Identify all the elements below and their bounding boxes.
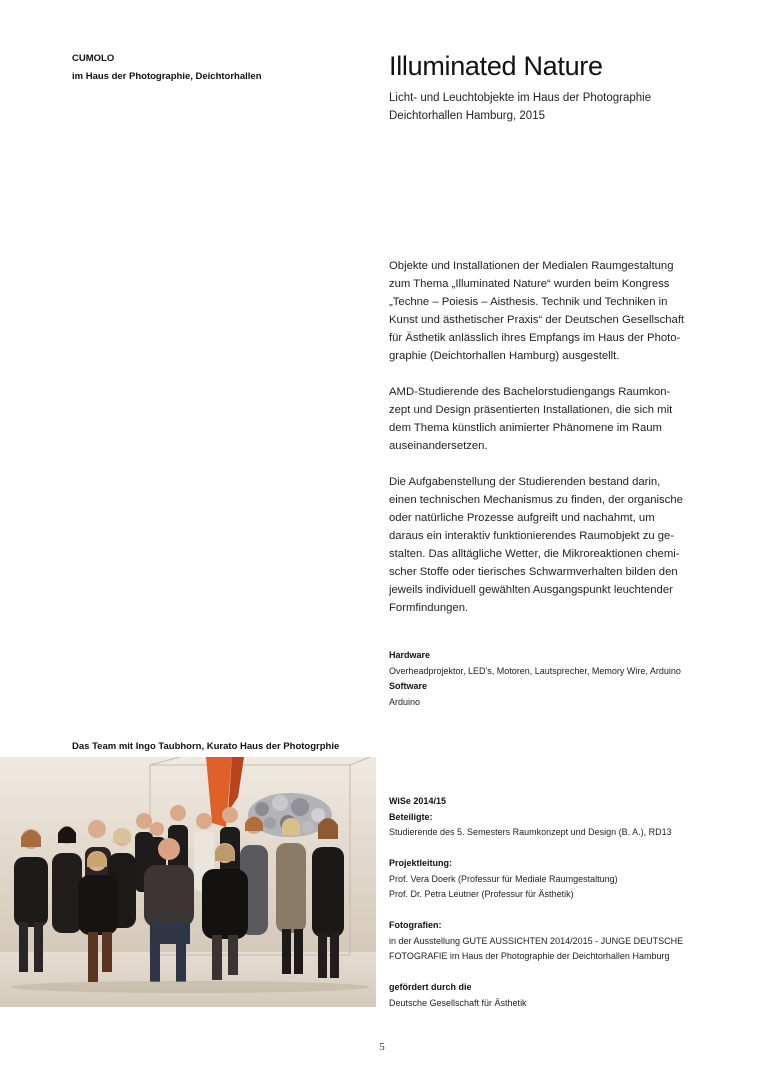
project-info [389, 794, 749, 1011]
text-line: Kunst und ästhetischer Praxis“ der Deutschen Gesellschaft [389, 314, 685, 326]
participants-value: Studierende des 5. Semesters Raumkonzept und Design (B. A.), RD13 [389, 827, 672, 837]
photos-label: Fotografien: [389, 920, 442, 930]
text-line: auseinandersetzen. [389, 440, 488, 452]
text-line: scher Stoffe oder tierisches Schwarmverhalten bilden den [389, 566, 678, 578]
lead-label: Projektleitung: [389, 858, 453, 868]
paragraph-task [389, 473, 699, 617]
team-photo-illustration [0, 757, 376, 1007]
text-line: für Ästhetik anlässlich ihres Empfangs im Haus der Photo- [389, 332, 681, 344]
lead-line: Prof. Dr. Petra Leutner (Professur für Ästhetik) [389, 889, 574, 899]
funding-value: Deutsche Gesellschaft für Ästhetik [389, 997, 527, 1008]
paragraph-students [389, 383, 699, 455]
org-name: CUMOLO [72, 53, 115, 64]
hardware-value: Overheadprojektor, LED's, Motoren, Lautsprecher, Memory Wire, Arduino [389, 665, 681, 676]
text-line: dem Thema künstlich animierter Phänomene im Raum [389, 422, 662, 434]
venue-line: im Haus der Photographie, Deichtorhallen [72, 71, 262, 82]
text-line: AMD-Studierende des Bachelorstudiengangs Raumkon- [389, 386, 671, 398]
software-label: Software [389, 681, 428, 691]
photos-line: in der Ausstellung GUTE AUSSICHTEN 2014/2015 - JUNGE DEUTSCHE [389, 935, 684, 946]
text-line: „Techne – Poiesis – Aisthesis. Technik und Techniken in [389, 296, 668, 308]
text-line: zept und Design präsentierten Installationen, die sich mit [389, 404, 673, 416]
tech-specs [389, 648, 729, 710]
page-title: Illuminated Nature [389, 51, 603, 81]
text-line: Objekte und Installationen der Medialen Raumgestaltung [389, 260, 674, 272]
semester: WiSe 2014/15 [389, 796, 446, 806]
text-line: einen technischen Mechanismus zu finden, der organische [389, 494, 683, 506]
body-text [389, 257, 699, 635]
text-line: stalten. Das alltägliche Wetter, die Mikroreaktionen chemi- [389, 548, 680, 560]
paragraph-intro [389, 257, 699, 365]
text-line: oder natürliche Prozesse aufgreift und nachahmt, um [389, 512, 655, 524]
text-line: zum Thema „Illuminated Nature“ wurden beim Kongress [389, 278, 670, 290]
photos-line: FOTOGRAFIE im Haus der Photographie der Deichtorhallen Hamburg [389, 951, 670, 961]
photo-caption: Das Team mit Ingo Taubhorn, Kurato Haus der Photogrphie [72, 741, 340, 752]
software-value: Arduino [389, 696, 421, 707]
subtitle [389, 89, 729, 125]
text-line: Die Aufgabenstellung der Studierenden bestand darin, [389, 476, 661, 488]
subtitle-line: Licht- und Leuchtobjekte im Haus der Photographie [389, 92, 652, 104]
text-line: jeweils individuell gewählten Ausgangspunkt leuchtender [389, 584, 673, 596]
team-photo [0, 757, 376, 1007]
subtitle-line: Deichtorhallen Hamburg, 2015 [389, 110, 545, 122]
page-number: 5 [379, 1041, 385, 1053]
lead-line: Prof. Vera Doerk (Professur für Mediale Raumgestaltung) [389, 873, 618, 884]
hardware-label: Hardware [389, 650, 431, 660]
text-line: graphie (Deichtorhallen Hamburg) ausgestellt. [389, 350, 620, 362]
funding-label: gefördert durch die [389, 982, 472, 992]
text-line: daraus ein interaktiv funktionierendes Raumobjekt zu ge- [389, 530, 675, 542]
text-line: Formfindungen. [389, 602, 469, 614]
participants-label: Beteiligte: [389, 811, 433, 822]
